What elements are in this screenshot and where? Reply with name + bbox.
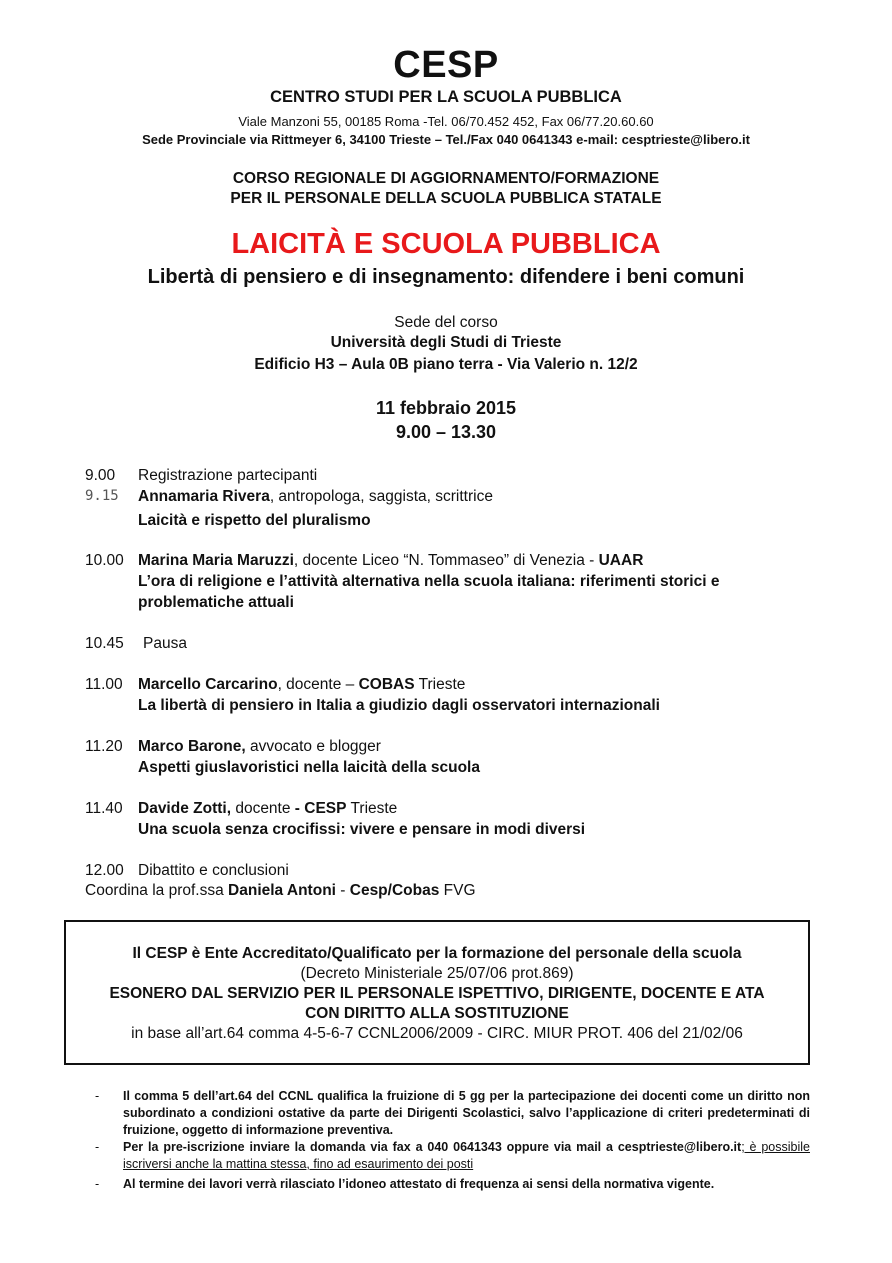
program-topic: La libertà di pensiero in Italia a giudizio dagli osservatori internazionali [138,697,660,714]
note-underlined-text: ; è possibile iscriversi anche la mattina stessa, fino ad esaurimento dei posti [123,1140,810,1171]
program-text: Pausa [143,635,187,652]
note-dash: - [95,1089,100,1103]
program-role: avvocato e blogger [245,738,381,755]
event-title: LAICITÀ E SCUOLA PUBBLICA [231,228,661,260]
program-topic: Laicità e rispetto del pluralismo [138,512,371,529]
address-rome: Viale Manzoni 55, 00185 Roma -Tel. 06/70.452 452, Fax 06/77.20.60.60 [238,114,654,129]
program-topic: Una scuola senza crocifissi: vivere e pensare in modi diversi [138,821,586,838]
program-time: 11.40 [85,800,123,817]
program-role: docente [231,800,295,817]
program-speaker: Marco Barone, [138,738,246,755]
org-name: CESP [393,44,499,86]
notes-list [95,1088,810,1193]
program-time: 10.00 [85,552,124,569]
program-speaker: Marina Maria Maruzzi [138,552,294,569]
program-role: , antropologa, saggista, scrittrice [269,488,493,505]
note-item [95,1088,810,1139]
program-topic: L’ora di religione e l’attività alternativa nella scuola italiana: riferimenti storici e problematiche attuali [138,573,720,611]
venue-label: Sede del corso [394,314,498,331]
venue-university: Università degli Studi di Trieste [330,334,562,351]
coordinator-org: Cesp/Cobas [349,882,440,899]
program-org: UAAR [598,552,644,569]
note-dash: - [95,1140,100,1154]
program-org: COBAS [358,676,415,693]
program-time: 10.45 [85,635,124,652]
program-time: 12.00 [85,862,124,879]
contract-reference: in base all’art.64 comma 4-5-6-7 CCNL2006/2009 - CIRC. MIUR PROT. 406 del 21/02/06 [131,1025,743,1042]
program-role: , docente Liceo “N. Tommaseo” di Venezia - [293,552,599,569]
program-text: Registrazione partecipanti [138,467,318,484]
note-item [95,1139,810,1173]
program-speaker: Annamaria Rivera [138,488,270,505]
event-time: 9.00 – 13.30 [395,422,497,442]
program-role-after: Trieste [414,676,466,693]
program-role: , docente – [277,676,359,693]
substitution-line: CON DIRITTO ALLA SOSTITUZIONE [305,1005,569,1022]
org-full-name: CENTRO STUDI PER LA SCUOLA PUBBLICA [270,88,622,106]
coordinator-prefix: Coordina la prof.ssa [85,882,229,899]
accreditation-box [64,920,810,1065]
program-text: Dibattito e conclusioni [138,862,289,879]
note-dash: - [95,1177,100,1191]
program-time: 11.20 [85,738,123,755]
note-item [95,1176,810,1193]
program-time: 11.00 [85,676,123,693]
event-subtitle: Libertà di pensiero e di insegnamento: difendere i beni comuni [147,266,745,288]
program-time: 9.00 [85,467,116,484]
program-role-after: Trieste [346,800,398,817]
course-line-1: CORSO REGIONALE DI AGGIORNAMENTO/FORMAZIONE [232,170,660,187]
address-trieste: Sede Provinciale via Rittmeyer 6, 34100 Trieste – Tel./Fax 040 0641343 e-mail: cesptrieste@libero.it [142,132,750,147]
venue-address: Edificio H3 – Aula 0B piano terra - Via Valerio n. 12/2 [254,356,638,373]
note-text: Il comma 5 dell’art.64 del CCNL qualifica la fruizione di 5 gg per la partecipazione dei docenti come un diritto non subordinato a condizioni ostative da parte dei Dirigenti Scolastici, salvo l’applicazione di criteri predeterminati di fruizione, oggetto di informazione preventiva. [123,1089,810,1137]
decree-line: (Decreto Ministeriale 25/07/06 prot.869) [300,965,574,982]
coordinator [85,880,815,901]
course-line-2: PER IL PERSONALE DELLA SCUOLA PUBBLICA STATALE [230,190,662,207]
event-date: 11 febbraio 2015 [375,398,517,418]
program-speaker: Davide Zotti, [138,800,232,817]
program-speaker: Marcello Carcarino [138,676,278,693]
note-text: Per la pre-iscrizione inviare la domanda via fax a 040 0641343 oppure via mail a cesptrieste@libero.it [123,1140,742,1154]
program-org: - CESP [294,800,347,817]
coordinator-name: Daniela Antoni [228,882,336,899]
accreditation-line: Il CESP è Ente Accreditato/Qualificato per la formazione del personale della scuola [132,945,742,962]
program-time: 9.15 [85,488,119,504]
coordinator-suffix: FVG [439,882,476,899]
exemption-line: ESONERO DAL SERVIZIO PER IL PERSONALE ISPETTIVO, DIRIGENTE, DOCENTE E ATA [109,985,765,1002]
note-text: Al termine dei lavori verrà rilasciato l’idoneo attestato di frequenza ai sensi della normativa vigente. [123,1177,715,1191]
coordinator-sep: - [335,882,350,899]
program-topic: Aspetti giuslavoristici nella laicità della scuola [138,759,480,776]
